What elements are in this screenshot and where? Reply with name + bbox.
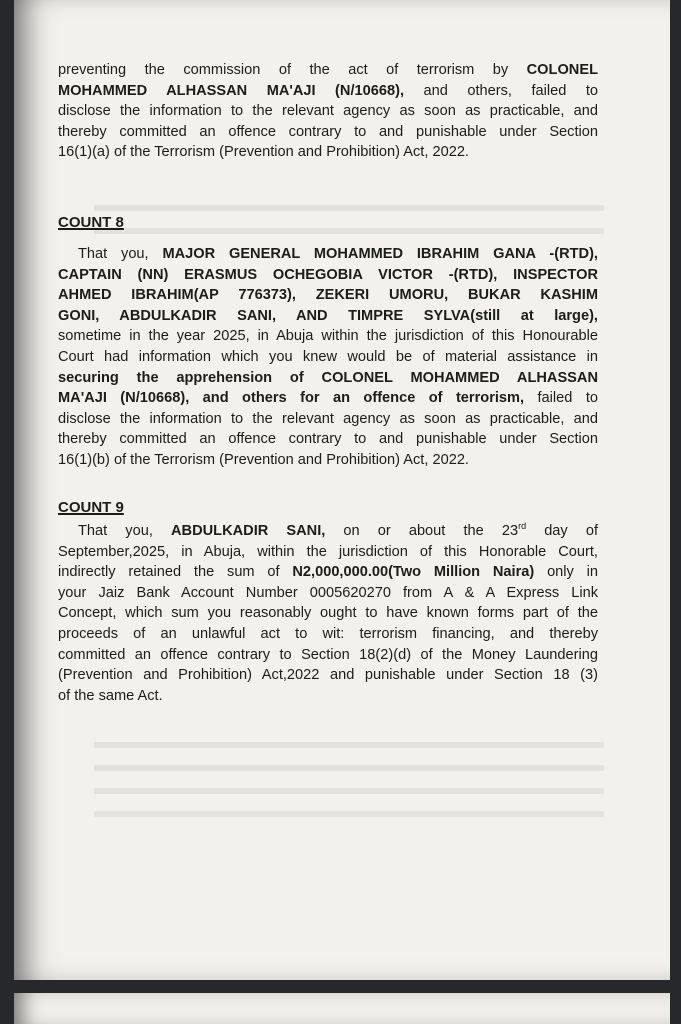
- text-line: committed an offence contrary to Section 18(2)(d) of the Money Laundering: [58, 646, 598, 663]
- text-line: MOHAMMED ALHASSAN MA'AJI (N/10668), and others, failed to: [58, 82, 598, 99]
- count-9-heading: COUNT 9: [58, 499, 124, 516]
- text-line: disclose the information to the relevant agency as soon as practicable, and: [58, 410, 598, 427]
- count-8-heading: COUNT 8: [58, 214, 124, 231]
- text-line: 16(1)(b) of the Terrorism (Prevention and Prohibition) Act, 2022.: [58, 451, 469, 468]
- show-through-mark: [94, 811, 604, 817]
- text-line: indirectly retained the sum of N2,000,000.00(Two Million Naira) only in: [58, 564, 599, 581]
- count-8-paragraph: [58, 244, 598, 471]
- text-line: disclose the information to the relevant agency as soon as practicable, and: [58, 103, 598, 120]
- count-9-paragraph: [58, 521, 598, 706]
- paragraph-count7-continuation: [58, 60, 598, 163]
- text-line: securing the apprehension of COLONEL MOHAMMED ALHASSAN: [58, 369, 598, 386]
- text-line: preventing the commission of the act of terrorism by COLONEL: [58, 62, 598, 78]
- text-line: Concept, which sum you reasonably ought to have known forms part of the: [58, 605, 598, 622]
- text-line: (Prevention and Prohibition) Act,2022 and punishable under Section 18 (3): [58, 667, 598, 684]
- text-line: thereby committed an offence contrary to and punishable under Section: [58, 431, 598, 448]
- text-line: of the same Act.: [58, 687, 163, 704]
- show-through-mark: [94, 788, 604, 794]
- text-line: September,2025, in Abuja, within the jurisdiction of this Honorable Court,: [58, 543, 598, 560]
- next-page-edge: [0, 993, 681, 1024]
- text-line: proceeds of an unlawful act to wit: terrorism financing, and thereby: [58, 625, 598, 642]
- text-line: AHMED IBRAHIM(AP 776373), ZEKERI UMORU, BUKAR KASHIM: [58, 287, 598, 304]
- text-line: sometime in the year 2025, in Abuja within the jurisdiction of this Honourable: [58, 328, 598, 345]
- show-through-mark: [94, 742, 604, 748]
- text-line: That you, ABDULKADIR SANI, on or about the 23rd day of: [78, 521, 598, 539]
- text-line: GONI, ABDULKADIR SANI, AND TIMPRE SYLVA(still at large),: [58, 307, 598, 324]
- text-line: CAPTAIN (NN) ERASMUS OCHEGOBIA VICTOR -(RTD), INSPECTOR: [58, 266, 598, 283]
- text-line: 16(1)(a) of the Terrorism (Prevention and Prohibition) Act, 2022.: [58, 144, 469, 161]
- text-line: your Jaiz Bank Account Number 0005620270 from A & A Express Link: [58, 584, 598, 601]
- text-line: That you, MAJOR GENERAL MOHAMMED IBRAHIM GANA -(RTD),: [78, 246, 598, 262]
- next-page-strip: [14, 993, 670, 1024]
- text-line: thereby committed an offence contrary to and punishable under Section: [58, 123, 598, 140]
- count-8-section: [58, 213, 598, 234]
- text-line: MA'AJI (N/10668), and others for an offence of terrorism, failed to: [58, 390, 598, 407]
- count-9-section: [58, 498, 598, 519]
- text-line: Court had information which you knew would be of material assistance in: [58, 348, 598, 365]
- show-through-mark: [94, 765, 604, 771]
- document-page: [14, 0, 670, 980]
- show-through-mark: [94, 205, 604, 211]
